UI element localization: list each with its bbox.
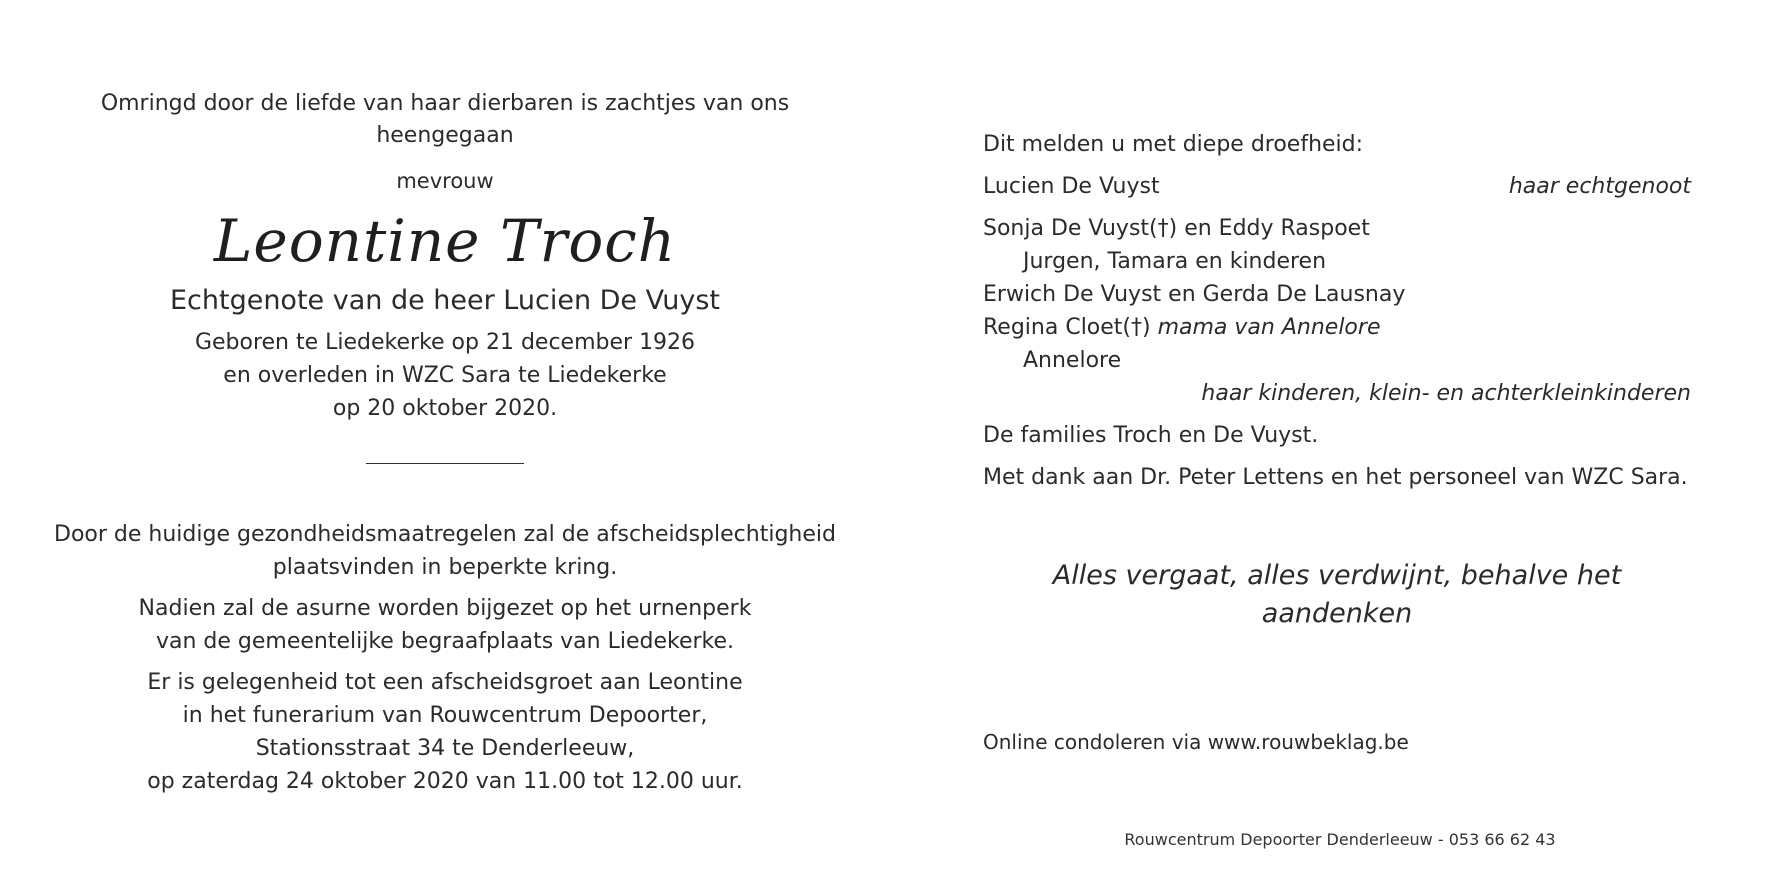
paragraph-line: op zaterdag 24 oktober 2020 van 11.00 tot 12.00 uur.: [147, 769, 743, 794]
families-line: De families Troch en De Vuyst.: [983, 423, 1319, 448]
family-role-summary: haar kinderen, klein- en achterkleinkinderen: [1201, 381, 1691, 406]
announcement-header: Dit melden u met diepe droefheid:: [983, 132, 1364, 157]
spouse-name: Lucien De Vuyst: [983, 174, 1160, 199]
honorific: mevrouw: [396, 169, 494, 193]
deceased-name: Leontine Troch: [213, 207, 677, 275]
spouse-row: [983, 170, 1691, 203]
paragraph-line: Door de huidige gezondheidsmaatregelen zal de afscheidsplechtigheid: [54, 522, 836, 547]
left-column: [40, 88, 850, 806]
online-condolence: Online condoleren via www.rouwbeklag.be: [983, 730, 1409, 754]
paragraph-line: in het funerarium van Rouwcentrum Depoorter,: [182, 703, 708, 728]
urn-paragraph: [40, 592, 850, 658]
ceremony-paragraph: [40, 518, 850, 584]
death-date-line: op 20 oktober 2020.: [332, 396, 558, 421]
family-name: Regina Cloet(†): [983, 315, 1151, 340]
family-line: Sonja De Vuyst(†) en Eddy Raspoet: [983, 216, 1370, 241]
thanks-line: Met dank aan Dr. Peter Lettens en het personeel van WZC Sara.: [983, 465, 1688, 490]
footer-contact: Rouwcentrum Depoorter Denderleeuw - 053 66 62 43: [1124, 830, 1556, 849]
divider-line: [366, 463, 524, 464]
paragraph-line: Stationsstraat 34 te Denderleeuw,: [255, 736, 635, 761]
memorial-quote: Alles vergaat, alles verdwijnt, behalve het aandenken: [1052, 560, 1622, 629]
spouse-role: haar echtgenoot: [1508, 174, 1691, 199]
birth-line: Geboren te Liedekerke op 21 december 1926: [194, 330, 696, 355]
death-line: en overleden in WZC Sara te Liedekerke: [223, 363, 667, 388]
right-column: [983, 128, 1691, 494]
paragraph-line: plaatsvinden in beperkte kring.: [272, 555, 618, 580]
paragraph-line: Nadien zal de asurne worden bijgezet op het urnenperk: [138, 596, 752, 621]
family-line: Jurgen, Tamara en kinderen: [1023, 249, 1327, 274]
paragraph-line: Er is gelegenheid tot een afscheidsgroet aan Leontine: [147, 670, 743, 695]
family-line: Annelore: [1023, 348, 1122, 373]
spouse-line: Echtgenote van de heer Lucien De Vuyst: [169, 285, 721, 316]
family-line: [983, 311, 1691, 344]
family-line: Erwich De Vuyst en Gerda De Lausnay: [983, 282, 1406, 307]
family-role: mama van Annelore: [1157, 315, 1381, 340]
intro-text: Omringd door de liefde van haar dierbaren is zachtjes van ons heengegaan: [100, 91, 790, 148]
farewell-paragraph: [40, 666, 850, 798]
paragraph-line: van de gemeentelijke begraafplaats van Liedekerke.: [155, 629, 735, 654]
